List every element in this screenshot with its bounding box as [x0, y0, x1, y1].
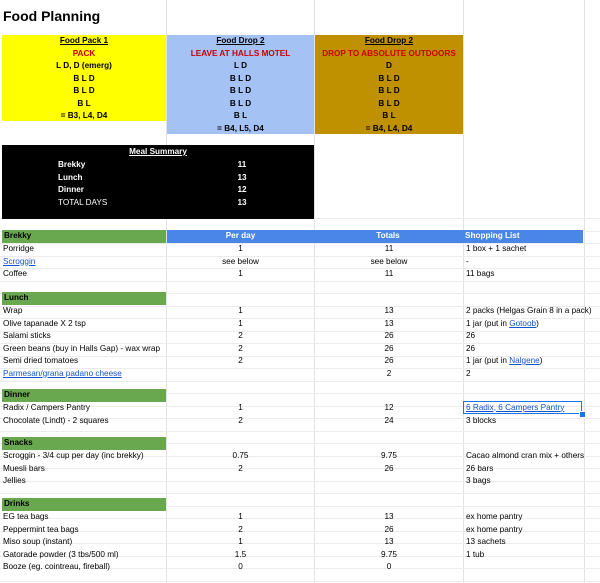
item-totals[interactable]: 26: [384, 463, 394, 473]
item-totals[interactable]: 2: [386, 368, 392, 378]
gridline: [0, 493, 600, 494]
item-name[interactable]: Muesli bars: [3, 463, 45, 473]
item-per-day[interactable]: see below: [222, 256, 259, 266]
section-name: Brekky: [4, 231, 32, 240]
item-name[interactable]: Porridge: [3, 244, 34, 253]
food-drop-3-name: Food Drop 2: [364, 36, 414, 45]
item-name[interactable]: Radix / Campers Pantry: [3, 403, 90, 412]
item-per-day[interactable]: 0.75: [232, 451, 249, 460]
item-totals[interactable]: 13: [384, 318, 394, 328]
item-shopping[interactable]: 26 bars: [466, 463, 494, 473]
shopping-text: ): [536, 318, 539, 328]
item-per-day[interactable]: 2: [238, 463, 243, 473]
food-pack-1-row: B L D: [73, 73, 95, 83]
item-name[interactable]: Salami sticks: [3, 331, 51, 340]
item-shopping-link[interactable]: 6 Radix, 6 Campers Pantry: [466, 402, 565, 412]
section-header-snacks[interactable]: [2, 437, 166, 450]
item-totals[interactable]: 11: [384, 244, 394, 253]
item-per-day[interactable]: 1: [238, 403, 243, 412]
food-drop-2-row: B L D: [229, 73, 252, 83]
shopping-text: 1 jar (put in: [466, 318, 510, 328]
meal-summary-value: 13: [237, 172, 247, 182]
column-totals: Totals: [376, 231, 400, 240]
meal-summary-title: Meal Summary: [129, 147, 187, 156]
food-drop-2-outdoors-block[interactable]: [315, 35, 463, 134]
item-per-day[interactable]: [167, 475, 314, 488]
section-header-drinks[interactable]: [2, 498, 166, 511]
item-per-day[interactable]: 2: [238, 356, 243, 365]
item-name[interactable]: Miso soup (instant): [3, 537, 73, 546]
item-per-day[interactable]: 2: [238, 331, 243, 340]
item-name[interactable]: Jellies: [3, 476, 26, 485]
item-totals[interactable]: 0: [386, 562, 392, 571]
food-pack-1-name: Food Pack 1: [59, 36, 109, 45]
section-header-lunch[interactable]: [2, 292, 166, 305]
selected-cell[interactable]: [463, 401, 582, 414]
page-title: Food Planning: [3, 8, 101, 24]
item-totals[interactable]: 26: [384, 524, 394, 534]
gridline: [0, 381, 600, 382]
food-drop-3-row: B L: [382, 111, 396, 120]
food-pack-1-row: = B3, L4, D4: [60, 111, 108, 120]
item-per-day[interactable]: 1.5: [234, 549, 247, 559]
item-per-day[interactable]: 1: [238, 269, 243, 278]
item-totals[interactable]: 26: [384, 331, 394, 340]
item-totals[interactable]: 24: [384, 415, 394, 425]
item-totals[interactable]: 12: [384, 403, 394, 412]
section-name: Lunch: [4, 293, 29, 302]
food-drop-2-row: B L D: [229, 98, 252, 108]
item-per-day[interactable]: 0: [238, 562, 243, 571]
shopping-text: 1 jar (put in: [466, 356, 510, 365]
section-header-dinner[interactable]: [2, 389, 166, 402]
food-drop-3-row: = B4, L4, D4: [365, 123, 413, 133]
item-name[interactable]: Booze (eg. cointreau, fireball): [3, 562, 110, 571]
item-shopping[interactable]: Cacao almond cran mix + others: [466, 451, 585, 460]
shopping-text: ): [539, 356, 543, 365]
food-pack-1-row: B L D: [73, 86, 95, 95]
column-header-bar[interactable]: [167, 230, 583, 243]
gotoob-link[interactable]: Gotoob: [509, 318, 537, 328]
item-shopping[interactable]: 1 box + 1 sachet: [466, 244, 527, 253]
item-name[interactable]: Peppermint tea bags: [3, 524, 79, 534]
item-name-link[interactable]: Parmesan/grana padano cheese: [3, 368, 122, 378]
item-name[interactable]: EG tea bags: [3, 512, 49, 521]
gridline: [0, 581, 600, 582]
item-name[interactable]: Coffee: [3, 269, 27, 278]
gridline: [0, 281, 600, 282]
item-shopping[interactable]: 26: [466, 331, 476, 340]
item-totals[interactable]: 26: [384, 356, 394, 365]
food-drop-2-row: L D: [233, 61, 248, 70]
item-per-day[interactable]: 1: [238, 306, 243, 315]
item-totals[interactable]: 9.75: [381, 451, 397, 460]
item-totals[interactable]: 11: [384, 269, 394, 278]
item-totals[interactable]: see below: [370, 256, 408, 266]
food-pack-1-instruction: PACK: [72, 48, 96, 58]
item-totals[interactable]: 9.75: [381, 549, 397, 559]
item-per-day[interactable]: 2: [238, 524, 243, 534]
item-shopping[interactable]: ex home pantry: [466, 524, 523, 534]
nalgene-link[interactable]: Nalgene: [509, 356, 540, 365]
item-shopping[interactable]: 3 bags: [466, 476, 491, 485]
item-per-day[interactable]: 1: [238, 537, 243, 546]
food-drop-3-row: D: [386, 61, 392, 70]
item-totals[interactable]: 13: [384, 537, 394, 546]
item-shopping[interactable]: ex home pantry: [466, 512, 523, 521]
item-shopping[interactable]: 26: [466, 343, 476, 353]
item-totals[interactable]: 13: [384, 512, 394, 521]
item-name[interactable]: Gatorade powder (3 tbs/500 ml): [3, 549, 119, 559]
item-per-day[interactable]: 1: [238, 318, 243, 328]
food-drop-2-row: = B4, L5, D4: [217, 123, 264, 133]
section-name: Snacks: [4, 438, 33, 447]
item-shopping[interactable]: [466, 561, 600, 574]
food-pack-1-block[interactable]: [2, 35, 166, 121]
item-per-day[interactable]: 2: [238, 343, 243, 353]
item-shopping[interactable]: [466, 355, 600, 368]
item-shopping[interactable]: 2: [466, 368, 471, 378]
item-name[interactable]: Scroggin - 3/4 cup per day (inc brekky): [3, 451, 144, 460]
item-per-day[interactable]: 1: [238, 512, 243, 521]
meal-summary-label: Brekky: [58, 160, 86, 169]
item-shopping[interactable]: 13 sachets: [466, 537, 506, 546]
meal-summary-value: 13: [237, 197, 247, 207]
meal-summary-block[interactable]: [2, 145, 314, 219]
item-name[interactable]: Green beans (buy in Halls Gap) - wax wrap: [3, 343, 160, 353]
meal-summary-label: Lunch: [58, 172, 83, 182]
food-drop-2-row: B L D: [229, 86, 252, 95]
item-shopping[interactable]: -: [466, 256, 469, 266]
section-name: Dinner: [4, 390, 30, 399]
food-pack-1-row: L D, D (emerg): [56, 61, 112, 70]
food-drop-2-row: B L: [233, 111, 248, 120]
column-per-day: Per day: [225, 231, 256, 240]
section-header-brekky[interactable]: [2, 230, 166, 243]
item-totals[interactable]: 13: [384, 306, 394, 315]
food-drop-2-name: Food Drop 2: [216, 36, 265, 45]
meal-summary-value: 11: [237, 160, 247, 169]
food-drop-3-row: B L D: [378, 86, 400, 95]
meal-summary-label: Dinner: [58, 185, 84, 194]
item-name[interactable]: Semi dried tomatoes: [3, 356, 79, 365]
column-shopping-list: Shopping List: [465, 231, 520, 240]
meal-summary-value: 12: [237, 185, 247, 194]
item-totals[interactable]: [315, 475, 463, 488]
food-drop-3-row: B L D: [378, 73, 400, 83]
gridline: [0, 431, 600, 432]
item-shopping[interactable]: [466, 318, 600, 331]
item-per-day[interactable]: 2: [238, 415, 243, 425]
food-drop-3-row: B L D: [378, 98, 400, 108]
item-per-day[interactable]: [167, 368, 314, 381]
item-name[interactable]: Chocolate (Lindt) - 2 squares: [3, 415, 109, 425]
item-shopping[interactable]: 1 tub: [466, 549, 485, 559]
item-shopping[interactable]: 11 bags: [466, 269, 495, 278]
item-shopping[interactable]: 2 packs (Helgas Grain 8 in a pack): [466, 306, 592, 315]
item-per-day[interactable]: 1: [238, 244, 243, 253]
food-drop-2-halls-block[interactable]: [167, 35, 314, 134]
section-name: Drinks: [4, 499, 30, 508]
food-pack-1-row: B L: [77, 98, 91, 108]
item-totals[interactable]: 26: [384, 343, 394, 353]
food-drop-3-instruction: DROP TO ABSOLUTE OUTDOORS: [322, 48, 456, 58]
meal-summary-label: TOTAL DAYS: [58, 197, 108, 207]
item-name[interactable]: Olive tapanade X 2 tsp: [3, 318, 86, 328]
item-name-link[interactable]: Scroggin: [3, 256, 36, 266]
item-shopping[interactable]: 3 blocks: [466, 415, 497, 425]
food-drop-2-instruction: LEAVE AT HALLS MOTEL: [190, 48, 291, 58]
item-name[interactable]: Wrap: [3, 306, 23, 315]
